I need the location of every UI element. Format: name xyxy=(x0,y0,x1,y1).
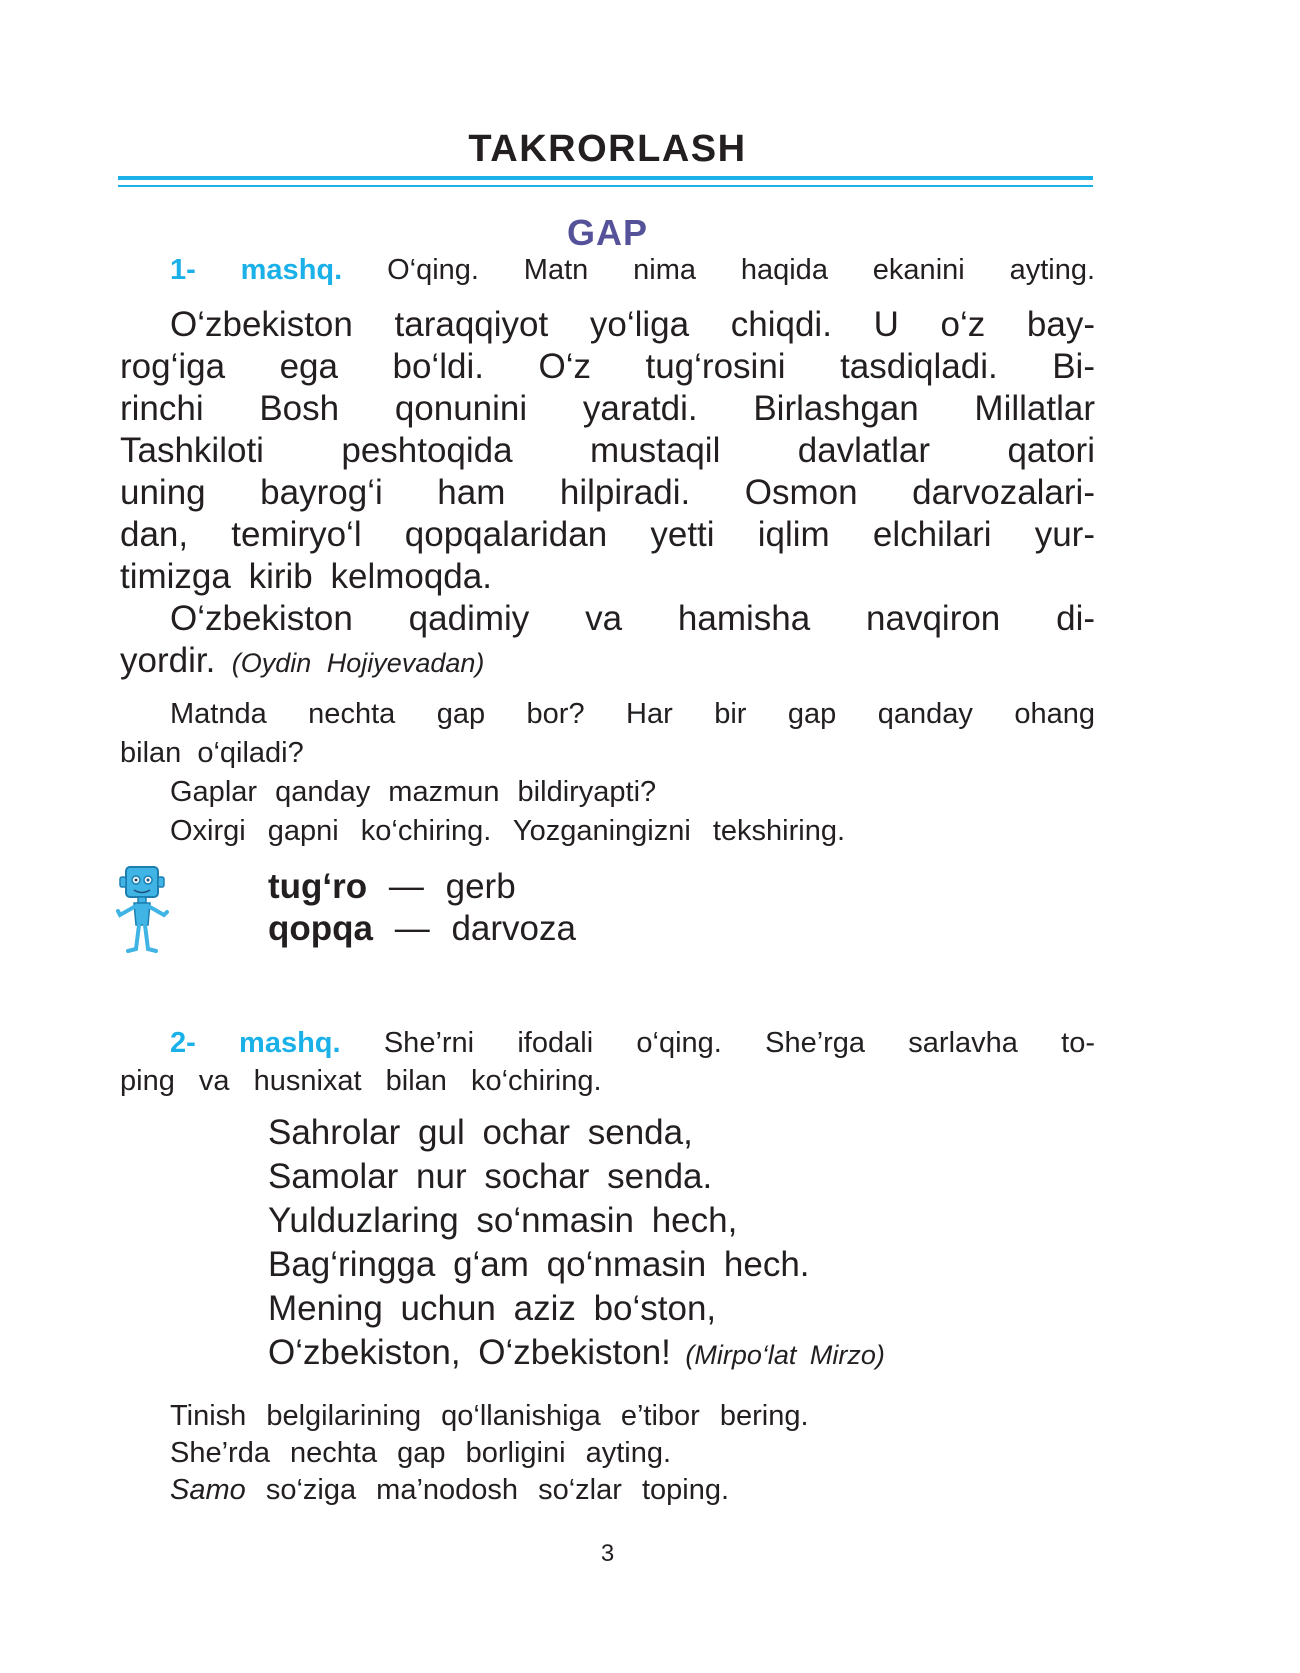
exercise1-text-line: uning bayrog‘i ham hilpiradi. Osmon darvozalari- xyxy=(120,473,1095,512)
exercise2-instruction: She’rni ifodali o‘qing. She’rga sarlavha to- xyxy=(383,1027,1096,1059)
task-text: She’rda nechta gap borligini ayting. xyxy=(170,1437,672,1469)
poem-last-line xyxy=(268,1333,885,1373)
glossary-meaning: darvoza xyxy=(451,909,576,948)
exercise1-text-line: dan, temiryo‘l qopqalaridan yetti iqlim elchilari yur- xyxy=(120,515,1095,554)
exercise1-text-line: timizga kirib kelmoqda. xyxy=(120,557,492,596)
task-text: so‘ziga ma’nodosh so‘zlar toping. xyxy=(265,1474,730,1506)
exercise1-text-line: rinchi Bosh qonunini yaratdi. Birlashgan Millatlar xyxy=(120,389,1095,428)
question-text: Matnda nechta gap bor? Har bir gap qanday ohang xyxy=(170,698,1095,730)
exercise1-text-line: O‘zbekiston qadimiy va hamisha navqiron di- xyxy=(170,599,1095,638)
glossary-meaning: gerb xyxy=(445,867,516,906)
exercise1-text-last-line xyxy=(120,641,484,681)
page-number: 3 xyxy=(600,1540,615,1567)
exercise1-instruction: O‘qing. Matn nima haqida ekanini ayting. xyxy=(387,254,1096,286)
exercise1-text-line: rog‘iga ega bo‘ldi. O‘z tug‘rosini tasdiqladi. Bi- xyxy=(120,347,1095,386)
poem-line: Samolar nur sochar senda. xyxy=(268,1157,713,1196)
glossary-term: qopqa xyxy=(268,909,373,948)
exercise1-source: (Oydin Hojiyevadan) xyxy=(231,648,485,678)
exercise2-label: 2- mashq. xyxy=(170,1027,341,1059)
glossary-entry xyxy=(268,909,576,949)
exercise2-instruction-line2: ping va husnixat bilan ko‘chiring. xyxy=(120,1065,602,1097)
page-heading: TAKRORLASH xyxy=(468,128,747,170)
poem-line: Sahrolar gul ochar senda, xyxy=(268,1113,693,1152)
poem-line: O‘zbekiston, O‘zbekiston! xyxy=(268,1333,671,1372)
question-text: bilan o‘qiladi? xyxy=(120,737,304,769)
poem-line: Yulduzlaring so‘nmasin hech, xyxy=(268,1201,738,1240)
poem-line: Bag‘ringga g‘am qo‘nmasin hech. xyxy=(268,1245,810,1284)
exercise1-text-line: yordir. xyxy=(120,641,216,680)
heading-rule-thin xyxy=(118,185,1093,187)
glossary-dash: — xyxy=(394,909,430,948)
robot-mascot-icon xyxy=(112,865,172,955)
glossary-entry xyxy=(268,867,516,907)
exercise1-text-line: O‘zbekiston taraqqiyot yo‘liga chiqdi. U o‘z bay- xyxy=(170,305,1095,344)
glossary-term: tug‘ro xyxy=(268,867,368,906)
exercise2-instruction-line xyxy=(170,1027,1095,1060)
task-text-line xyxy=(170,1474,729,1507)
section-title: GAP xyxy=(566,212,648,253)
glossary-dash: — xyxy=(388,867,424,906)
question-text: Oxirgi gapni ko‘chiring. Yozganingizni tekshiring. xyxy=(170,815,846,847)
task-keyword: Samo xyxy=(170,1474,246,1506)
exercise1-label: 1- mashq. xyxy=(170,254,343,286)
exercise1-instruction-line xyxy=(170,254,1095,287)
poem-line: Mening uchun aziz bo‘ston, xyxy=(268,1289,717,1328)
task-text: Tinish belgilarining qo‘llanishiga e’tibor bering. xyxy=(170,1400,809,1432)
heading-rule-thick xyxy=(118,176,1093,180)
question-text: Gaplar qanday mazmun bildiryapti? xyxy=(170,776,657,808)
poem-source: (Mirpo‘lat Mirzo) xyxy=(685,1340,885,1370)
exercise1-text-line: Tashkiloti peshtoqida mustaqil davlatlar qatori xyxy=(120,431,1095,470)
